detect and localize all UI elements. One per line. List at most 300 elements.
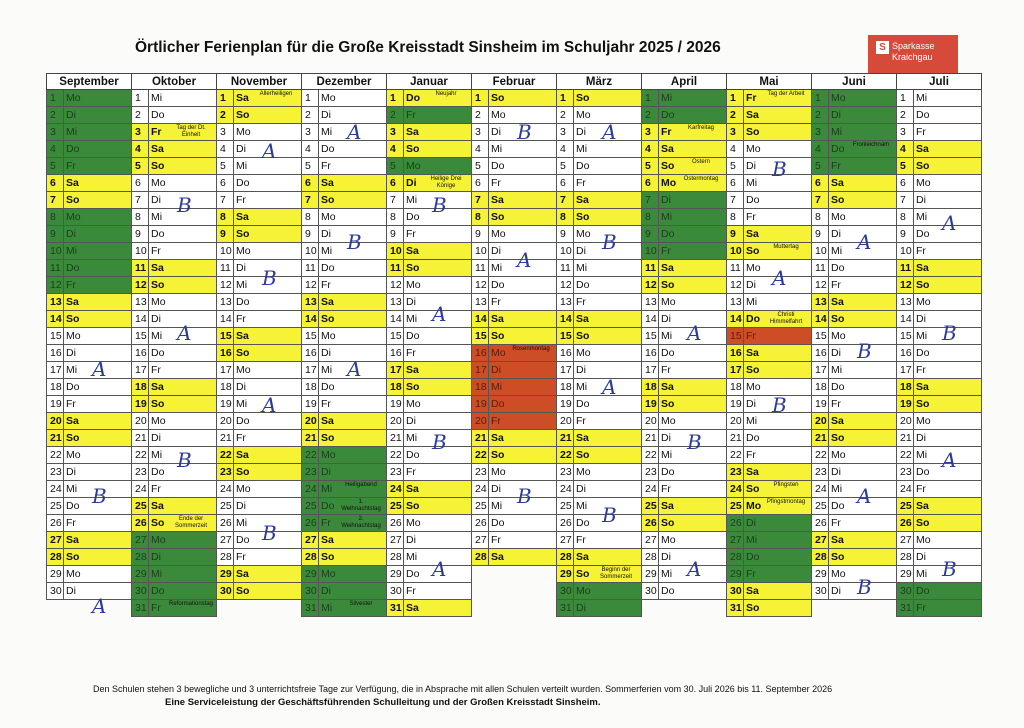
day-number: 21 xyxy=(47,430,64,447)
day-number: 11 xyxy=(217,260,234,277)
weekday-label: Di xyxy=(321,466,331,478)
day-number: 7 xyxy=(387,192,404,209)
day-number: 6 xyxy=(47,175,64,192)
weekday-cell xyxy=(914,481,982,498)
day-row xyxy=(47,549,982,566)
weekday-cell xyxy=(914,209,982,226)
day-number: 7 xyxy=(557,192,574,209)
weekday-label: Do xyxy=(916,109,930,121)
day-number: 25 xyxy=(642,498,659,515)
weekday-label: Mo xyxy=(661,177,677,189)
day-number: 25 xyxy=(557,498,574,515)
weekday-label: Sa xyxy=(661,262,674,274)
weekday-cell xyxy=(319,328,387,345)
weekday-cell xyxy=(319,277,387,294)
day-number: 5 xyxy=(727,158,744,175)
weekday-label: Sa xyxy=(916,381,929,393)
month-header: Juni xyxy=(812,74,897,90)
day-number: 30 xyxy=(47,583,64,600)
weekday-label: Do xyxy=(916,466,930,478)
weekday-cell xyxy=(64,464,132,481)
weekday-label: So xyxy=(746,126,760,138)
weekday-label: Fr xyxy=(321,517,331,529)
weekday-cell xyxy=(744,498,812,515)
weekday-label: Sa xyxy=(406,483,419,495)
weekday-cell xyxy=(829,311,897,328)
day-number: 27 xyxy=(897,532,914,549)
day-number: 15 xyxy=(47,328,64,345)
day-number: 14 xyxy=(47,311,64,328)
day-number: 24 xyxy=(727,481,744,498)
day-number: 29 xyxy=(387,566,404,583)
weekday-cell xyxy=(829,124,897,141)
day-number: 8 xyxy=(557,209,574,226)
day-number: 29 xyxy=(727,566,744,583)
holiday-note: Neujahr xyxy=(435,91,457,97)
weekday-cell xyxy=(659,430,727,447)
weekday-label: Mi xyxy=(236,398,248,410)
weekday-label: Di xyxy=(66,347,76,359)
weekday-label: Fr xyxy=(406,466,416,478)
weekday-cell xyxy=(149,158,217,175)
day-row xyxy=(47,124,982,141)
weekday-label: Mo xyxy=(66,92,81,104)
weekday-cell xyxy=(659,277,727,294)
weekday-label: Sa xyxy=(831,534,844,546)
weekday-cell xyxy=(319,158,387,175)
weekday-cell xyxy=(914,447,982,464)
weekday-label: Do xyxy=(916,585,930,597)
day-number: 19 xyxy=(217,396,234,413)
day-number: 11 xyxy=(302,260,319,277)
day-number: 11 xyxy=(557,260,574,277)
weekday-cell xyxy=(319,600,387,617)
day-number: 23 xyxy=(132,464,149,481)
weekday-cell xyxy=(744,549,812,566)
weekday-label: Sa xyxy=(406,245,419,257)
weekday-label: Mo xyxy=(576,585,591,597)
weekday-label: Sa xyxy=(491,194,504,206)
day-number: 16 xyxy=(642,345,659,362)
weekday-cell xyxy=(234,107,302,124)
day-number: 22 xyxy=(302,447,319,464)
holiday-note: Tag der Arbeit xyxy=(767,91,805,97)
weekday-cell xyxy=(64,107,132,124)
weekday-label: Do xyxy=(661,466,675,478)
weekday-cell xyxy=(234,226,302,243)
empty-cell xyxy=(642,600,659,617)
weekday-cell xyxy=(659,362,727,379)
holiday-note: Rosenmontag xyxy=(512,346,550,352)
weekday-cell xyxy=(64,396,132,413)
day-row xyxy=(47,345,982,362)
day-number: 10 xyxy=(302,243,319,260)
weekday-cell xyxy=(149,141,217,158)
weekday-cell xyxy=(744,328,812,345)
weekday-cell xyxy=(489,345,557,362)
day-number: 22 xyxy=(727,447,744,464)
weekday-label: So xyxy=(831,194,845,206)
weekday-cell xyxy=(829,549,897,566)
weekday-label: Di xyxy=(321,585,331,597)
weekday-label: Fr xyxy=(661,364,671,376)
day-number: 17 xyxy=(132,362,149,379)
weekday-label: So xyxy=(236,585,250,597)
handwritten-mark: A xyxy=(602,375,617,400)
weekday-cell xyxy=(489,379,557,396)
weekday-label: Fr xyxy=(746,568,756,580)
handwritten-mark: B xyxy=(942,557,957,582)
weekday-cell xyxy=(319,549,387,566)
weekday-label: Mi xyxy=(321,483,333,495)
weekday-cell xyxy=(659,311,727,328)
holiday-note: Pfingstmontag xyxy=(766,499,806,505)
day-number: 4 xyxy=(47,141,64,158)
weekday-cell xyxy=(319,90,387,107)
weekday-label: Di xyxy=(576,126,586,138)
weekday-cell xyxy=(574,362,642,379)
weekday-cell xyxy=(489,430,557,447)
weekday-cell xyxy=(914,362,982,379)
sparkasse-s-icon: S xyxy=(876,41,889,54)
day-number: 7 xyxy=(812,192,829,209)
weekday-label: Do xyxy=(576,160,590,172)
weekday-label: Fr xyxy=(661,483,671,495)
weekday-label: Di xyxy=(406,177,417,189)
weekday-cell xyxy=(659,243,727,260)
day-number: 27 xyxy=(387,532,404,549)
weekday-cell xyxy=(829,413,897,430)
day-number: 2 xyxy=(557,107,574,124)
weekday-label: Sa xyxy=(576,313,589,325)
weekday-cell xyxy=(64,328,132,345)
weekday-label: So xyxy=(916,279,930,291)
day-number: 26 xyxy=(642,515,659,532)
day-number: 6 xyxy=(727,175,744,192)
weekday-label: Fr xyxy=(321,398,331,410)
weekday-label: Fr xyxy=(831,398,841,410)
weekday-label: Mi xyxy=(916,92,928,104)
weekday-cell xyxy=(149,549,217,566)
day-number: 26 xyxy=(897,515,914,532)
weekday-cell xyxy=(149,379,217,396)
day-number: 12 xyxy=(47,277,64,294)
weekday-label: Di xyxy=(151,194,161,206)
weekday-label: Sa xyxy=(746,228,759,240)
weekday-cell xyxy=(659,294,727,311)
day-number: 23 xyxy=(557,464,574,481)
day-row xyxy=(47,464,982,481)
day-number: 14 xyxy=(642,311,659,328)
day-number: 21 xyxy=(727,430,744,447)
day-number: 4 xyxy=(812,141,829,158)
weekday-label: Mi xyxy=(66,364,78,376)
weekday-label: So xyxy=(321,432,335,444)
weekday-cell xyxy=(914,430,982,447)
day-number: 4 xyxy=(897,141,914,158)
weekday-cell xyxy=(404,362,472,379)
weekday-cell xyxy=(829,175,897,192)
day-number: 17 xyxy=(557,362,574,379)
weekday-label: Mi xyxy=(406,551,418,563)
handwritten-mark: A xyxy=(432,302,447,327)
weekday-label: So xyxy=(831,432,845,444)
weekday-label: Fr xyxy=(236,551,246,563)
day-number: 16 xyxy=(217,345,234,362)
weekday-cell xyxy=(489,294,557,311)
weekday-label: Fr xyxy=(576,534,586,546)
weekday-cell xyxy=(64,277,132,294)
day-number: 3 xyxy=(642,124,659,141)
day-number: 27 xyxy=(812,532,829,549)
weekday-label: So xyxy=(831,551,845,563)
weekday-label: Mi xyxy=(916,330,928,342)
weekday-label: So xyxy=(491,211,505,223)
weekday-label: Sa xyxy=(831,296,844,308)
weekday-label: Mi xyxy=(66,483,78,495)
empty-cell xyxy=(489,583,557,600)
day-number: 8 xyxy=(387,209,404,226)
weekday-label: Do xyxy=(151,466,165,478)
day-number: 20 xyxy=(727,413,744,430)
weekday-label: Do xyxy=(236,296,250,308)
month-header: März xyxy=(557,74,642,90)
weekday-label: Do xyxy=(746,313,760,325)
day-number: 15 xyxy=(217,328,234,345)
day-number: 8 xyxy=(727,209,744,226)
day-row xyxy=(47,175,982,192)
weekday-label: Sa xyxy=(746,585,759,597)
weekday-label: Fr xyxy=(831,160,841,172)
weekday-cell xyxy=(744,175,812,192)
weekday-cell xyxy=(574,243,642,260)
day-number: 31 xyxy=(387,600,404,617)
weekday-cell xyxy=(829,277,897,294)
day-number: 13 xyxy=(387,294,404,311)
weekday-label: Sa xyxy=(831,415,844,427)
weekday-label: Sa xyxy=(321,177,334,189)
day-number: 1 xyxy=(897,90,914,107)
day-number: 30 xyxy=(387,583,404,600)
day-number: 18 xyxy=(47,379,64,396)
weekday-label: Mi xyxy=(746,534,758,546)
day-number: 4 xyxy=(387,141,404,158)
day-number: 3 xyxy=(302,124,319,141)
day-number: 25 xyxy=(302,498,319,515)
weekday-cell xyxy=(914,583,982,600)
weekday-label: Sa xyxy=(916,262,929,274)
weekday-cell xyxy=(744,90,812,107)
weekday-label: Fr xyxy=(66,517,76,529)
weekday-cell xyxy=(659,413,727,430)
sparkasse-logo xyxy=(868,35,958,77)
weekday-label: Do xyxy=(236,534,250,546)
handwritten-mark: A xyxy=(262,138,277,163)
day-number: 9 xyxy=(302,226,319,243)
day-row xyxy=(47,481,982,498)
weekday-cell xyxy=(829,583,897,600)
weekday-label: Di xyxy=(661,432,671,444)
day-number: 5 xyxy=(217,158,234,175)
weekday-label: Di xyxy=(151,551,161,563)
day-number: 2 xyxy=(727,107,744,124)
day-number: 18 xyxy=(387,379,404,396)
day-number: 1 xyxy=(132,90,149,107)
weekday-cell xyxy=(659,583,727,600)
weekday-cell xyxy=(574,583,642,600)
day-number: 30 xyxy=(557,583,574,600)
weekday-label: Fr xyxy=(236,194,246,206)
day-number: 14 xyxy=(132,311,149,328)
weekday-label: Mi xyxy=(406,194,418,206)
weekday-cell xyxy=(829,481,897,498)
weekday-cell xyxy=(149,175,217,192)
weekday-cell xyxy=(574,447,642,464)
weekday-label: Mo xyxy=(746,262,761,274)
weekday-cell xyxy=(574,328,642,345)
weekday-label: Mi xyxy=(321,602,333,614)
day-number: 10 xyxy=(217,243,234,260)
weekday-cell xyxy=(64,362,132,379)
weekday-cell xyxy=(914,311,982,328)
day-number: 14 xyxy=(557,311,574,328)
weekday-label: So xyxy=(151,517,165,529)
weekday-label: Do xyxy=(831,500,845,512)
day-number: 9 xyxy=(387,226,404,243)
weekday-label: Do xyxy=(151,228,165,240)
month-header: September xyxy=(47,74,132,90)
weekday-cell xyxy=(149,243,217,260)
handwritten-mark: A xyxy=(857,484,872,509)
handwritten-mark: B xyxy=(517,484,532,509)
day-number: 4 xyxy=(132,141,149,158)
weekday-cell xyxy=(234,379,302,396)
weekday-cell xyxy=(744,345,812,362)
day-number: 4 xyxy=(727,141,744,158)
weekday-cell xyxy=(744,447,812,464)
weekday-cell xyxy=(829,141,897,158)
month-header-row xyxy=(47,74,982,90)
weekday-cell xyxy=(659,328,727,345)
weekday-cell xyxy=(489,481,557,498)
day-number: 13 xyxy=(47,294,64,311)
day-number: 8 xyxy=(47,209,64,226)
holiday-note: 2. Weihnachtstag xyxy=(341,516,381,529)
weekday-label: Mo xyxy=(321,211,336,223)
weekday-label: So xyxy=(321,551,335,563)
handwritten-mark: A xyxy=(942,211,957,236)
weekday-label: Fr xyxy=(151,126,162,138)
weekday-label: Sa xyxy=(746,347,759,359)
day-number: 10 xyxy=(812,243,829,260)
weekday-label: Mo xyxy=(916,296,931,308)
weekday-cell xyxy=(574,294,642,311)
day-number: 23 xyxy=(387,464,404,481)
weekday-label: Mo xyxy=(66,211,81,223)
weekday-cell xyxy=(574,379,642,396)
weekday-label: So xyxy=(576,211,590,223)
weekday-label: So xyxy=(151,398,165,410)
day-row xyxy=(47,566,982,583)
weekday-cell xyxy=(149,90,217,107)
weekday-cell xyxy=(659,209,727,226)
day-number: 7 xyxy=(472,192,489,209)
weekday-label: So xyxy=(576,330,590,342)
weekday-label: Mi xyxy=(151,568,163,580)
weekday-label: Do xyxy=(491,517,505,529)
day-number: 6 xyxy=(557,175,574,192)
weekday-label: Do xyxy=(406,211,420,223)
weekday-cell xyxy=(489,226,557,243)
day-number: 18 xyxy=(302,379,319,396)
weekday-label: Sa xyxy=(746,466,759,478)
day-number: 4 xyxy=(472,141,489,158)
handwritten-mark: B xyxy=(602,229,617,254)
day-number: 24 xyxy=(387,481,404,498)
day-number: 25 xyxy=(812,498,829,515)
day-number: 7 xyxy=(47,192,64,209)
weekday-label: Mo xyxy=(831,92,846,104)
weekday-cell xyxy=(234,532,302,549)
weekday-label: Do xyxy=(661,585,675,597)
day-number: 19 xyxy=(302,396,319,413)
weekday-label: So xyxy=(406,143,420,155)
month-header: November xyxy=(217,74,302,90)
weekday-cell xyxy=(574,345,642,362)
day-number: 29 xyxy=(557,566,574,583)
day-number: 21 xyxy=(217,430,234,447)
day-number: 19 xyxy=(642,396,659,413)
weekday-label: Mi xyxy=(746,296,758,308)
weekday-label: Do xyxy=(916,228,930,240)
weekday-cell xyxy=(234,158,302,175)
weekday-cell xyxy=(404,464,472,481)
day-number: 11 xyxy=(387,260,404,277)
weekday-label: So xyxy=(66,194,80,206)
day-number: 15 xyxy=(387,328,404,345)
weekday-label: So xyxy=(661,517,675,529)
day-row xyxy=(47,209,982,226)
day-number: 10 xyxy=(47,243,64,260)
day-number: 22 xyxy=(557,447,574,464)
weekday-cell xyxy=(574,277,642,294)
logo-line1: Sparkasse xyxy=(892,41,935,51)
day-number: 3 xyxy=(557,124,574,141)
weekday-label: Di xyxy=(916,432,926,444)
weekday-cell xyxy=(404,226,472,243)
day-number: 22 xyxy=(47,447,64,464)
day-row xyxy=(47,226,982,243)
weekday-cell xyxy=(829,515,897,532)
weekday-label: Fr xyxy=(576,415,586,427)
day-number: 20 xyxy=(557,413,574,430)
holiday-note: Ostern xyxy=(691,159,710,165)
day-number: 13 xyxy=(642,294,659,311)
weekday-label: Sa xyxy=(151,500,164,512)
weekday-cell xyxy=(829,226,897,243)
weekday-cell xyxy=(744,107,812,124)
weekday-cell xyxy=(829,107,897,124)
day-number: 25 xyxy=(727,498,744,515)
day-number: 15 xyxy=(302,328,319,345)
weekday-label: Mo xyxy=(491,347,506,359)
weekday-label: Mo xyxy=(321,449,336,461)
weekday-label: Fr xyxy=(66,160,76,172)
weekday-label: Do xyxy=(406,92,420,104)
day-number: 29 xyxy=(642,566,659,583)
weekday-label: Di xyxy=(66,466,76,478)
weekday-cell xyxy=(64,413,132,430)
